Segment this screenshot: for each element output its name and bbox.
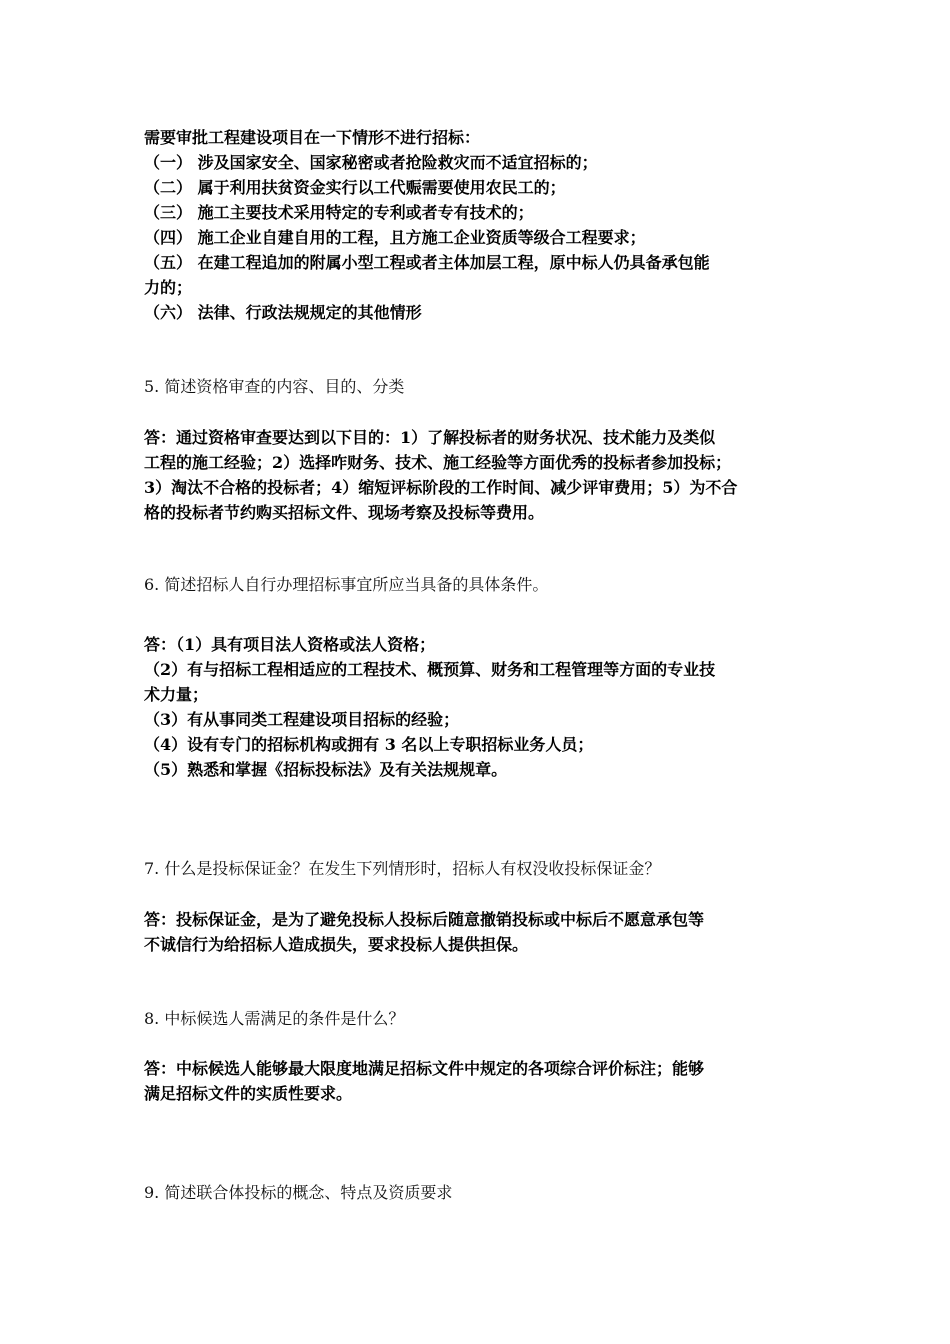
answer-6-line-6: （5）熟悉和掌握《招标投标法》及有关法规规章。 (144, 760, 508, 779)
question-5: 5. 简述资格审查的内容、目的、分类 (144, 377, 405, 396)
intro-item-6: （六） 法律、行政法规规定的其他情形 (144, 303, 422, 322)
intro-item-4: （四） 施工企业自建自用的工程，且方施工企业资质等级合工程要求； (144, 228, 646, 247)
question-7: 7. 什么是投标保证金？在发生下列情形时，招标人有权没收投标保证金？ (144, 859, 661, 878)
answer-6-line-5: （4）设有专门的招标机构或拥有 3 名以上专职招标业务人员； (144, 735, 594, 754)
question-8: 8. 中标候选人需满足的条件是什么？ (144, 1009, 405, 1028)
answer-5-line-2: 工程的施工经验；2）选择咋财务、技术、施工经验等方面优秀的投标者参加投标； (144, 453, 732, 472)
answer-5-line-3: 3）淘汰不合格的投标者；4）缩短评标阶段的工作时间、减少评审费用；5）为不合 (144, 478, 738, 497)
intro-item-5-cont: 力的； (144, 278, 193, 297)
answer-7-line-1: 答：投标保证金，是为了避免投标人投标后随意撤销投标或中标后不愿意承包等 (144, 910, 705, 929)
intro-item-5: （五） 在建工程追加的附属小型工程或者主体加层工程，原中标人仍具备承包能 (144, 253, 710, 272)
intro-item-3: （三） 施工主要技术采用特定的专利或者专有技术的； (144, 203, 534, 222)
answer-6-line-1: 答：（1）具有项目法人资格或法人资格； (144, 635, 436, 654)
answer-6-line-3: 术力量； (144, 685, 209, 704)
question-9: 9. 简述联合体投标的概念、特点及资质要求 (144, 1183, 453, 1202)
question-6: 6. 简述招标人自行办理招标事宜所应当具备的具体条件。 (144, 575, 549, 594)
answer-8-line-1: 答：中标候选人能够最大限度地满足招标文件中规定的各项综合评价标注；能够 (144, 1059, 705, 1078)
answer-8-line-2: 满足招标文件的实质性要求。 (144, 1084, 353, 1103)
answer-6-line-2: （2）有与招标工程相适应的工程技术、概预算、财务和工程管理等方面的专业技 (144, 660, 716, 679)
answer-5-line-1: 答：通过资格审查要达到以下目的：1）了解投标者的财务状况、技术能力及类似 (144, 428, 716, 447)
answer-7-line-2: 不诚信行为给招标人造成损失，要求投标人提供担保。 (144, 935, 529, 954)
intro-item-1: （一） 涉及国家安全、国家秘密或者抢险救灾而不适宜招标的； (144, 153, 598, 172)
intro-item-2: （二） 属于利用扶贫资金实行以工代赈需要使用农民工的； (144, 178, 566, 197)
answer-6-line-4: （3）有从事同类工程建设项目招标的经验； (144, 710, 460, 729)
intro-heading: 需要审批工程建设项目在一下情形不进行招标： (144, 128, 481, 147)
answer-5-line-4: 格的投标者节约购买招标文件、现场考察及投标等费用。 (144, 503, 545, 522)
